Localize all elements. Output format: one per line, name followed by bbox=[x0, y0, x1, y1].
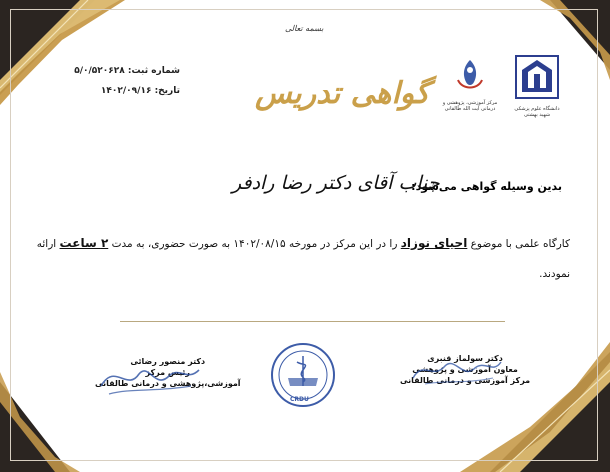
right-signer-org: مرکز آموزشی و درمانی طالقانی bbox=[400, 376, 531, 385]
left-handwritten-signature bbox=[95, 356, 205, 400]
hospital-name: مرکز آموزشی، پژوهشی و درمانی آیت الله طالقانی bbox=[442, 100, 498, 112]
registration-number: شماره ثبت: ۵/۰/۵۲۰۶۲۸ bbox=[74, 66, 180, 76]
university-emblem-icon bbox=[512, 52, 562, 102]
section-divider bbox=[120, 321, 505, 322]
basmala: بسمه تعالی bbox=[285, 24, 324, 33]
hospital-logo bbox=[440, 56, 500, 112]
right-handwritten-signature bbox=[405, 350, 505, 390]
workshop-topic: احیای نوزاد bbox=[400, 236, 468, 250]
university-logo bbox=[512, 52, 562, 118]
body-text-middle: را در این مرکز در مورخه ۱۴۰۲/۰۸/۱۵ به صورت حضوری، به مدت bbox=[108, 238, 401, 250]
workshop-duration: ۲ ساعت bbox=[59, 236, 109, 250]
certificate-body bbox=[30, 228, 570, 289]
left-signer-name: دکتر منصور رضائی bbox=[130, 357, 206, 366]
body-text-end: ارائه نمودند. bbox=[36, 238, 570, 280]
university-name: دانشگاه علوم پزشکی شهید بهشتی bbox=[514, 106, 560, 118]
issue-date: تاریخ: ۱۴۰۲/۰۹/۱۶ bbox=[100, 86, 180, 96]
right-signer-name: دکتر سولماز قنبری bbox=[427, 354, 503, 363]
hereby-statement: بدین وسیله گواهی می‌شود: bbox=[411, 180, 562, 193]
right-signer-role: معاون آموزشی و پژوهشی bbox=[412, 365, 518, 374]
left-signer-role: رئیس مرکز bbox=[145, 368, 191, 377]
seal-label: CRDU bbox=[290, 396, 309, 403]
recipient-name: جناب آقای دکتر رضا رادفر bbox=[232, 172, 440, 194]
body-text-start: کارگاه علمی با موضوع bbox=[467, 238, 570, 250]
hospital-emblem-icon bbox=[440, 56, 500, 96]
left-signer-org: آموزشی،پژوهشی و درمانی طالقانی bbox=[95, 379, 241, 388]
certificate-title: گواهی تدریس bbox=[255, 76, 430, 111]
